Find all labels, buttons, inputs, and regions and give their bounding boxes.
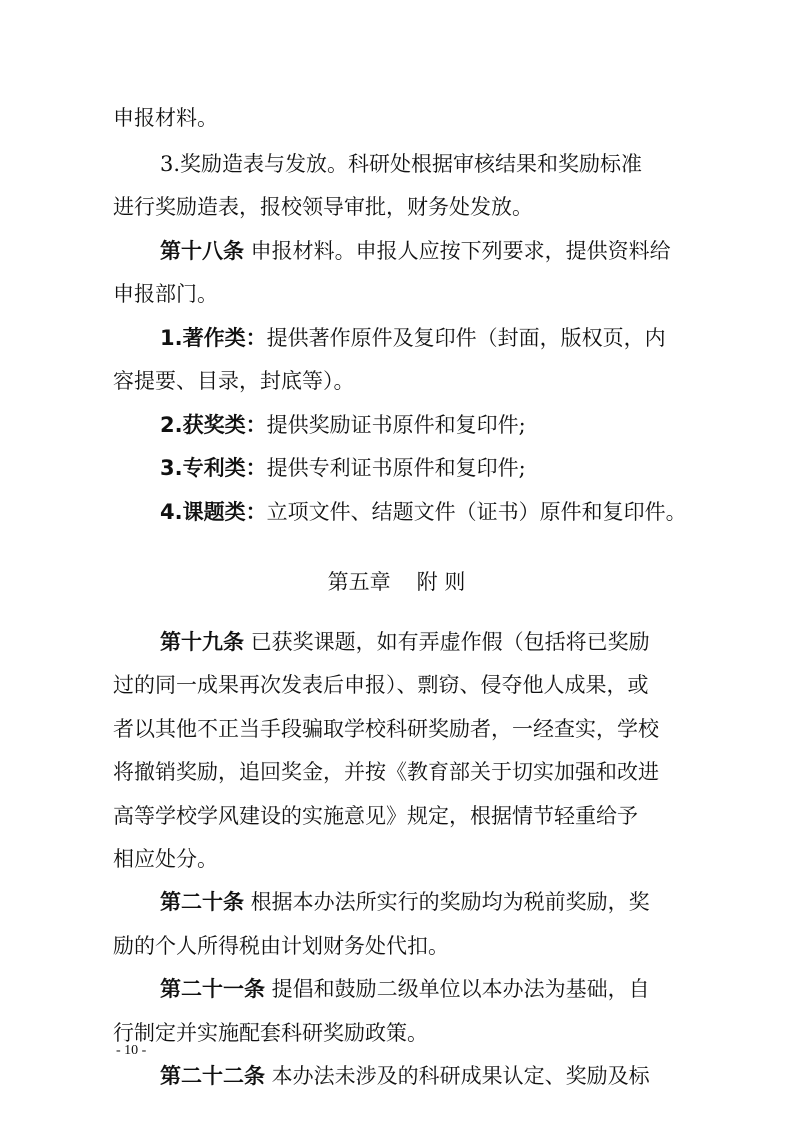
article-heading: 第十八条 [160, 239, 244, 263]
article-20 [160, 887, 793, 917]
paragraph-line [113, 844, 793, 874]
article-19 [160, 627, 793, 657]
line-text: 本办法未涉及的科研成果认定、奖励及标 [265, 1064, 650, 1088]
line-text: 申报材料。 [113, 106, 218, 130]
line-text: 3.奖励造表与发放。科研处根据审核结果和奖励标准 [160, 152, 643, 176]
line-text: 进行奖励造表，报校领导审批，财务处发放。 [113, 195, 533, 219]
line-text: 已获奖课题，如有弄虚作假（包括将已奖励 [244, 630, 650, 654]
line-text: 提供著作原件及复印件（封面，版权页，内 [266, 326, 666, 350]
list-item-works [160, 323, 793, 353]
article-22 [160, 1061, 793, 1091]
article-18 [160, 236, 793, 266]
line-text: 提倡和鼓励二级单位以本办法为基础，自 [265, 977, 650, 1001]
item-heading: 1.著作类： [160, 326, 267, 350]
paragraph-line [113, 366, 793, 396]
paragraph-line [113, 670, 793, 700]
line-text: 高等学校学风建设的实施意见》规定，根据情节轻重给予 [113, 804, 638, 828]
line-text: 励的个人所得税由计划财务处代扣。 [113, 934, 449, 958]
paragraph-line [113, 279, 793, 309]
paragraph-line [113, 714, 793, 744]
line-text: 行制定并实施配套科研奖励政策。 [113, 1021, 428, 1045]
line-text: 立项文件、结题文件（证书）原件和复印件。 [266, 500, 687, 524]
line-text: 相应处分。 [113, 847, 218, 871]
line-text: 容提要、目录，封底等）。 [113, 369, 355, 393]
item-heading: 3.专利类： [160, 456, 267, 480]
chapter-subtitle: 附 则 [416, 570, 466, 594]
paragraph-line [113, 192, 793, 222]
paragraph-line [113, 1018, 793, 1048]
line-text: 将撤销奖励，追回奖金，并按《教育部关于切实加强和改进 [113, 760, 659, 784]
list-item-patents [160, 453, 793, 483]
line-text: 提供专利证书原件和复印件; [266, 456, 526, 480]
paragraph-line [113, 801, 793, 831]
article-heading: 第十九条 [160, 630, 244, 654]
article-heading: 第二十二条 [160, 1064, 265, 1088]
article-heading: 第二十一条 [160, 977, 265, 1001]
chapter-heading [0, 567, 793, 597]
chapter-title: 第五章 [327, 570, 391, 594]
list-item-projects [160, 497, 793, 527]
paragraph-line [160, 149, 793, 179]
article-heading: 第二十条 [160, 890, 244, 914]
paragraph-line [113, 931, 793, 961]
article-21 [160, 974, 793, 1004]
item-heading: 2.获奖类： [160, 413, 267, 437]
paragraph-line [113, 103, 793, 133]
item-heading: 4.课题类： [160, 500, 267, 524]
line-text: 者以其他不正当手段骗取学校科研奖励者，一经查实，学校 [113, 717, 659, 741]
line-text: 申报部门。 [113, 282, 218, 306]
page-number: - 10 - [116, 1043, 147, 1058]
line-text: 申报材料。申报人应按下列要求，提供资料给 [244, 239, 671, 263]
list-item-awards [160, 410, 793, 440]
paragraph-line [113, 757, 793, 787]
line-text: 过的同一成果再次发表后申报）、剽窃、侵夺他人成果，或 [113, 673, 649, 697]
line-text: 根据本办法所实行的奖励均为税前奖励，奖 [244, 890, 650, 914]
line-text: 提供奖励证书原件和复印件; [266, 413, 526, 437]
